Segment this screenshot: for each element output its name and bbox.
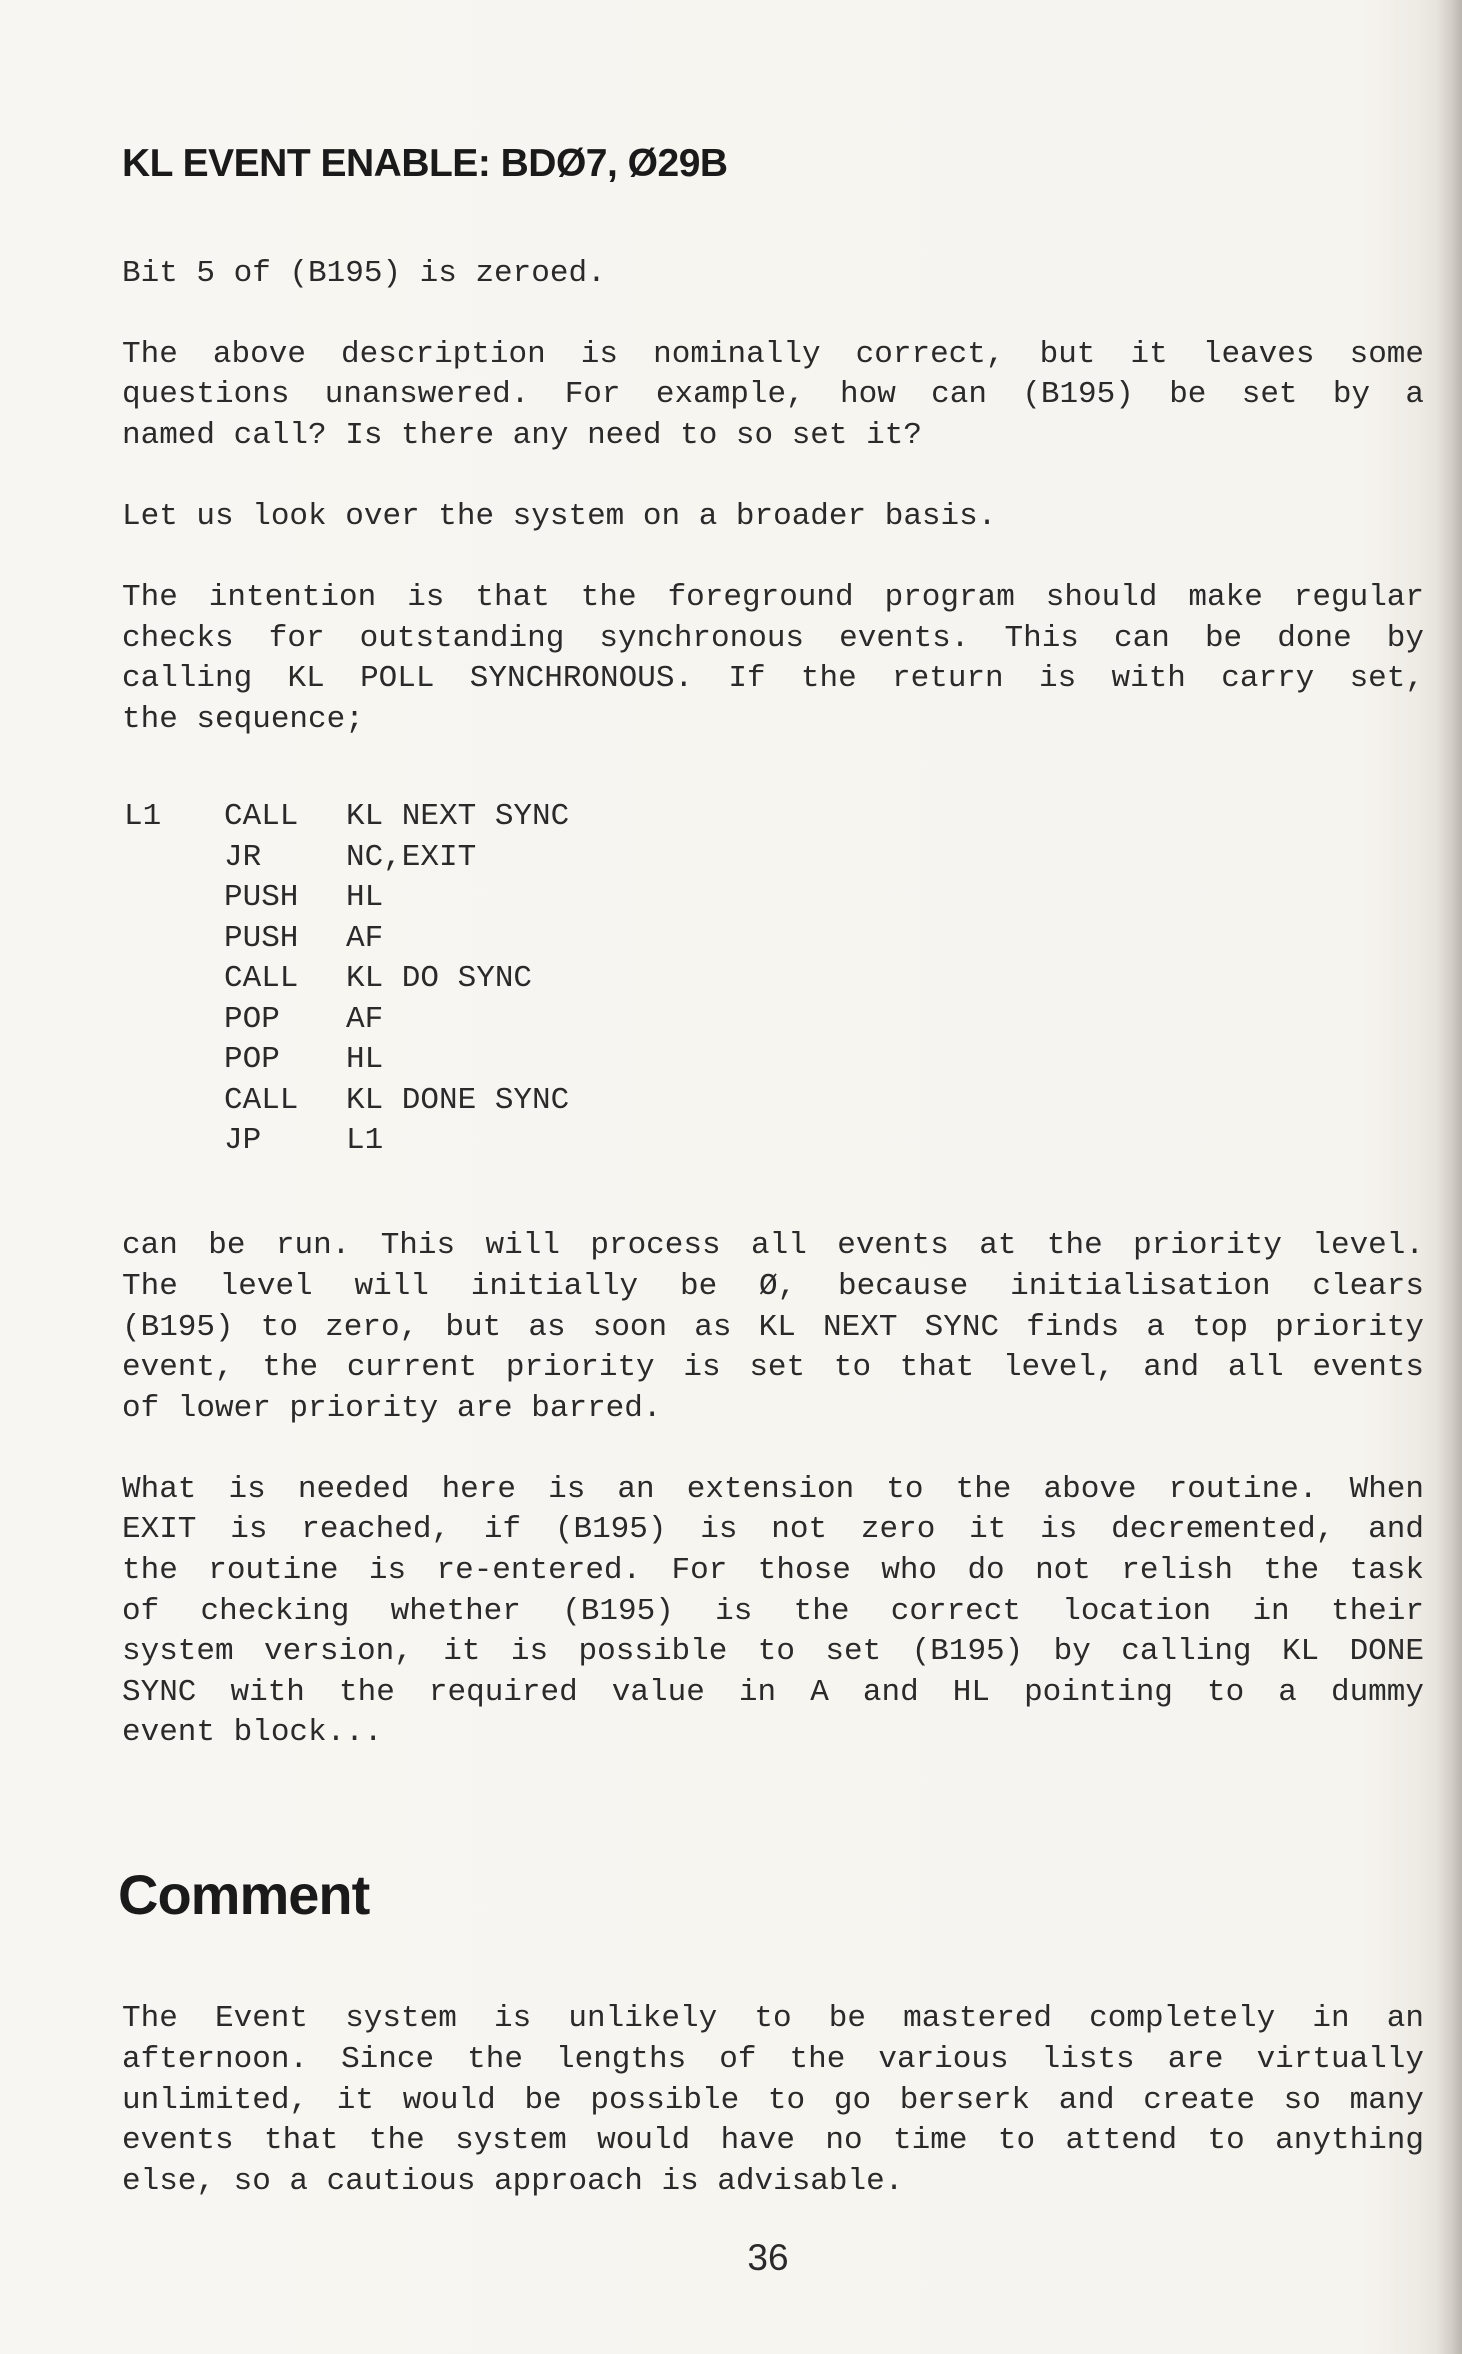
code-operand: KL DONE SYNC — [346, 1083, 570, 1118]
text-line: afternoon. Since the lengths of the various lists are virtually — [122, 2042, 1424, 2077]
text-line: The above description is nominally correct, but it leaves some — [122, 337, 1424, 372]
text-line: The Event system is unlikely to be mastered completely in an — [122, 2001, 1424, 2036]
code-operand: HL — [346, 880, 384, 915]
text-line: The intention is that the foreground program should make regular — [122, 580, 1424, 615]
text-line: checks for outstanding synchronous events. This can be done by — [122, 621, 1424, 656]
text-line: the routine is re-entered. For those who do not relish the task — [122, 1553, 1424, 1588]
page-edge-shadow — [1436, 0, 1462, 2354]
code-operand: NC,EXIT — [346, 840, 477, 875]
page-number: 36 — [747, 2237, 789, 2278]
code-opcode: CALL — [224, 961, 299, 996]
code-opcode: PUSH — [224, 880, 299, 915]
text-line: the sequence; — [122, 702, 364, 737]
text-line: system version, it is possible to set (B195) by calling KL DONE — [122, 1634, 1424, 1669]
text-line: of lower priority are barred. — [122, 1391, 662, 1426]
text-line: Let us look over the system on a broader basis. — [122, 499, 997, 534]
text-line: else, so a cautious approach is advisable. — [122, 2164, 904, 2199]
text-line: of checking whether (B195) is the correct location in their — [122, 1594, 1424, 1629]
text-line: event, the current priority is set to that level, and all events — [122, 1350, 1424, 1385]
text-line: calling KL POLL SYNCHRONOUS. If the return is with carry set, — [122, 661, 1424, 696]
code-operand: HL — [346, 1042, 384, 1077]
code-operand: AF — [346, 1002, 384, 1037]
comment-heading: Comment — [118, 1863, 370, 1926]
code-opcode: PUSH — [224, 921, 299, 956]
text-line: named call? Is there any need to so set it? — [122, 418, 922, 453]
code-operand: KL DO SYNC — [346, 961, 533, 996]
code-opcode: JP — [224, 1123, 262, 1158]
code-opcode: POP — [224, 1042, 280, 1077]
text-line: (B195) to zero, but as soon as KL NEXT SYNC finds a top priority — [122, 1310, 1424, 1345]
text-line: EXIT is reached, if (B195) is not zero it is decremented, and — [122, 1512, 1424, 1547]
text-line: unlimited, it would be possible to go berserk and create so many — [122, 2083, 1424, 2118]
text-line: event block... — [122, 1715, 383, 1750]
code-opcode: POP — [224, 1002, 280, 1037]
text-line: questions unanswered. For example, how can (B195) be set by a — [122, 377, 1424, 412]
code-operand: KL NEXT SYNC — [346, 799, 570, 834]
code-opcode: JR — [224, 840, 262, 875]
code-operand: AF — [346, 921, 384, 956]
section-heading: KL EVENT ENABLE: BDØ7, Ø29B — [122, 142, 728, 185]
text-line: can be run. This will process all events at the priority level. — [122, 1228, 1424, 1263]
code-opcode: CALL — [224, 799, 299, 834]
text-line: What is needed here is an extension to the above routine. When — [122, 1472, 1424, 1507]
code-label: L1 — [124, 799, 162, 834]
text-line: SYNC with the required value in A and HL pointing to a dummy — [122, 1675, 1424, 1710]
text-line: events that the system would have no time to attend to anything — [122, 2123, 1424, 2158]
code-operand: L1 — [346, 1123, 384, 1158]
text-line: Bit 5 of (B195) is zeroed. — [122, 256, 606, 291]
text-line: The level will initially be Ø, because initialisation clears — [122, 1269, 1424, 1304]
code-opcode: CALL — [224, 1083, 299, 1118]
